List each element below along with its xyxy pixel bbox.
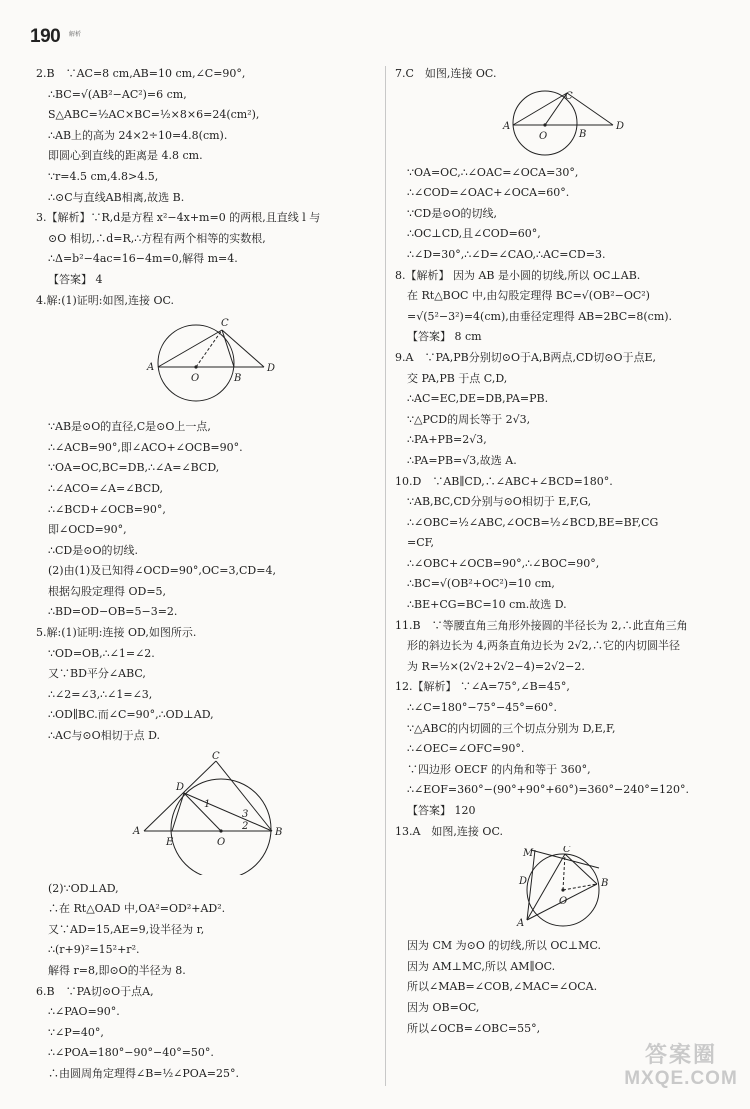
fig5-label: 2 [242,820,249,832]
answer-9-line: 交 PA,PB 于点 C,D, [407,371,508,385]
answer-5-line: 又∵BD平分∠ABC, [48,667,146,681]
answer-13-line: 因为 OB=OC, [407,1000,480,1014]
answer-3-answer: 【答案】 4 [48,272,103,286]
answer-2-line: 即圆心到直线的距离是 4.8 cm. [48,149,203,163]
answer-10-line: =CF, [407,536,435,550]
answer-5-line: ∴OD∥BC.而∠C=90°,∴OD⊥AD, [48,708,214,722]
answer-2-line: ∴AB上的高为 24×2÷10=4.8(cm). [48,128,228,142]
left-column [36,64,376,1085]
fig5-label: O [217,836,226,848]
fig7-label: C [565,90,573,102]
answer-2-line: S△ABC=½AC×BC=½×8×6=24(cm²), [48,108,260,122]
answer-9-line: ∴PA+PB=2√3, [407,433,487,447]
fig13-label: A [517,918,525,930]
answer-2-line: ∴BC=√(AB²−AC²)=6 cm, [48,87,187,101]
answer-13-line: 所以∠MAB=∠COB,∠MAC=∠OCA. [407,980,598,994]
answer-5-line: 又∵AD=15,AE=9,设半径为 r, [48,922,205,936]
answer-4-line: 4.解:(1)证明:如图,连接 OC. [36,293,175,307]
right-column [395,64,723,1039]
answer-4-line: ∴CD是⊙O的切线. [48,543,138,557]
answer-7-line: ∴∠COD=∠OAC+∠OCA=60°. [407,186,570,200]
answer-10-line: ∵AB,BC,CD分别与⊙O相切于 E,F,G, [407,495,592,509]
answer-4-line: ∴∠ACO=∠A=∠BCD, [48,481,164,495]
fig7-label: D [616,120,625,132]
answer-10-line: ∴BC=√(OB²+OC²)=10 cm, [407,577,555,591]
answer-2-line: ∴⊙C与直线AB相离,故选 B. [48,190,185,204]
answer-8-line: 8.【解析】 因为 AB 是小圆的切线,所以 OC⊥AB. [395,268,641,282]
answer-5-line: ∴在 Rt△OAD 中,OA²=OD²+AD². [48,902,226,916]
answer-7-line: ∵OA=OC,∴∠OAC=∠OCA=30°, [407,165,579,179]
fig4-label: C [221,318,229,330]
answer-5-line: 5.解:(1)证明:连接 OD,如图所示. [36,626,197,640]
fig4-label: B [234,373,242,385]
fig5-label: D [176,781,185,793]
answer-4-line: 即∠OCD=90°, [48,523,127,537]
answer-10-line: 10.D ∵AB∥CD,∴∠ABC+∠BCD=180°. [395,474,613,488]
answer-8-line: 在 Rt△BOC 中,由勾股定理得 BC=√(OB²−OC²) [407,289,650,303]
answer-12-line: ∵四边形 OECF 的内角和等于 360°, [407,762,591,776]
answer-11-line: 形的斜边长为 4,两条直角边长为 2√2,∴它的内切圆半径 [407,639,680,653]
answer-5-line: 解得 r=8,即⊙O的半径为 8. [48,964,186,977]
page-number: 190 [30,26,61,47]
fig7-label: A [503,120,511,132]
answer-7-line: ∴∠D=30°,∴∠D=∠CAO,∴AC=CD=3. [407,247,606,261]
answer-2-line: ∵r=4.5 cm,4.8>4.5, [48,169,159,183]
fig13-label: B [601,878,609,890]
answer-8-line: =√(5²−3²)=4(cm),由垂径定理得 AB=2BC=8(cm). [407,309,673,323]
answer-5-line: ∴(r+9)²=15²+r². [48,943,140,957]
answer-12-line: ∴∠OEC=∠OFC=90°. [407,742,525,756]
answer-6-line: 6.B ∵PA切⊙O于点A, [36,984,154,998]
fig13-label: D [519,876,528,888]
answer-11-line: 11.B ∵等腰直角三角形外接圆的半径长为 2,∴此直角三角 [395,618,688,632]
answer-4-line: ∴∠ACB=90°,即∠ACO+∠OCB=90°. [48,440,243,454]
answer-7-line: ∴OC⊥CD,且∠COD=60°, [407,227,541,241]
fig5-label: 3 [242,808,249,820]
answer-5-line: (2)∵OD⊥AD, [48,881,119,895]
answer-5-line: ∵OD=OB,∴∠1=∠2. [48,646,155,660]
answer-3-line: 3.【解析】∵R,d是方程 x²−4x+m=0 的两根,且直线 l 与 [36,211,321,225]
answer-9-line: ∵△PCD的周长等于 2√3, [407,412,531,426]
answer-13-line: 所以∠OCB=∠OBC=55°, [407,1021,541,1035]
fig13-label: C [563,846,571,856]
answer-12-answer: 【答案】 120 [407,804,476,817]
answer-5-line: ∴∠2=∠3,∴∠1=∠3, [48,687,153,701]
fig5-label: 1 [204,798,211,810]
fig7-label: B [579,128,587,140]
fig5-label: E [166,836,174,848]
answer-11-line: 为 R=½×(2√2+2√2−4)=2√2−2. [407,659,585,673]
figure-7-tangent [395,89,715,159]
answer-12-line: ∵△ABC的内切圆的三个切点分别为 D,E,F, [407,721,616,735]
answer-13-line: 因为 CM 为⊙O 的切线,所以 OC⊥MC. [407,939,601,953]
answer-4-line: (2)由(1)及已知得∠OCD=90°,OC=3,CD=4, [48,564,276,578]
column-divider [385,66,386,1086]
answer-10-line: ∴BE+CG=BC=10 cm.故选 D. [407,598,567,612]
answer-4-line: ∴∠BCD+∠OCB=90°, [48,502,166,516]
figure-4-circle-tangent [36,315,336,413]
answer-4-line: 根据勾股定理得 OD=5, [48,584,167,598]
answer-10-line: ∴∠OBC+∠OCB=90°,∴∠BOC=90°, [407,556,600,570]
answer-9-line: ∴PA=PB=√3,故选 A. [407,453,517,467]
answer-6-line: ∴∠PAO=90°. [48,1005,120,1019]
fig5-label: A [133,825,141,837]
fig4-label: D [267,363,276,375]
figure-5-inscribed [36,751,336,875]
fig5-label: B [275,826,283,838]
answer-13-line: 13.A 如图,连接 OC. [395,824,503,838]
answer-2-line: 2.B ∵AC=8 cm,AB=10 cm,∠C=90°, [36,67,246,80]
answer-7-line: ∵CD是⊙O的切线, [407,206,497,220]
watermark-title: 答案圈 [644,1042,717,1067]
fig5-label: C [212,750,220,762]
answer-4-line: ∴BD=OD−OB=5−3=2. [48,605,178,619]
fig4-label: A [147,362,155,374]
page-marginal-label: 解析 [69,31,82,38]
answer-3-line: ⊙O 相切,∴d=R,∴方程有两个相等的实数根, [48,231,266,245]
answer-6-line: ∵∠P=40°, [48,1025,104,1039]
fig13-label: O [559,896,568,908]
answer-4-line: ∵OA=OC,BC=DB,∴∠A=∠BCD, [48,461,220,475]
answer-10-line: ∴∠OBC=½∠ABC,∠OCB=½∠BCD,BE=BF,CG [407,515,659,529]
fig7-label: O [539,130,548,142]
answer-7-line: 7.C 如图,连接 OC. [395,67,497,80]
fig13-label: M [523,848,534,860]
answer-6-line: ∴由圆周角定理得∠B=½∠POA=25°. [48,1066,239,1080]
answer-4-line: ∵AB是⊙O的直径,C是⊙O上一点, [48,420,211,434]
answer-9-line: ∴AC=EC,DE=DB,PA=PB. [407,392,549,406]
answer-5-line: ∴AC与⊙O相切于点 D. [48,729,161,743]
answer-12-line: ∴∠C=180°−75°−45°=60°. [407,701,557,715]
answer-3-line: ∴Δ=b²−4ac=16−4m=0,解得 m=4. [48,252,238,266]
fig4-label: O [191,373,200,385]
figure-13-tangent [395,846,715,932]
answer-12-line: ∴∠EOF=360°−(90°+90°+60°)=360°−240°=120°. [407,783,689,797]
watermark-logo [620,1042,742,1100]
answer-13-line: 因为 AM⊥MC,所以 AM∥OC. [407,959,556,973]
answer-9-line: 9.A ∵PA,PB分别切⊙O于A,B两点,CD切⊙O于点E, [395,350,657,364]
answer-8-answer: 【答案】 8 cm [407,330,482,344]
answer-6-line: ∴∠POA=180°−90°−40°=50°. [48,1046,214,1060]
answer-12-line: 12.【解析】 ∵∠A=75°,∠B=45°, [395,680,570,694]
watermark-url: MXQE.COM [624,1068,738,1089]
